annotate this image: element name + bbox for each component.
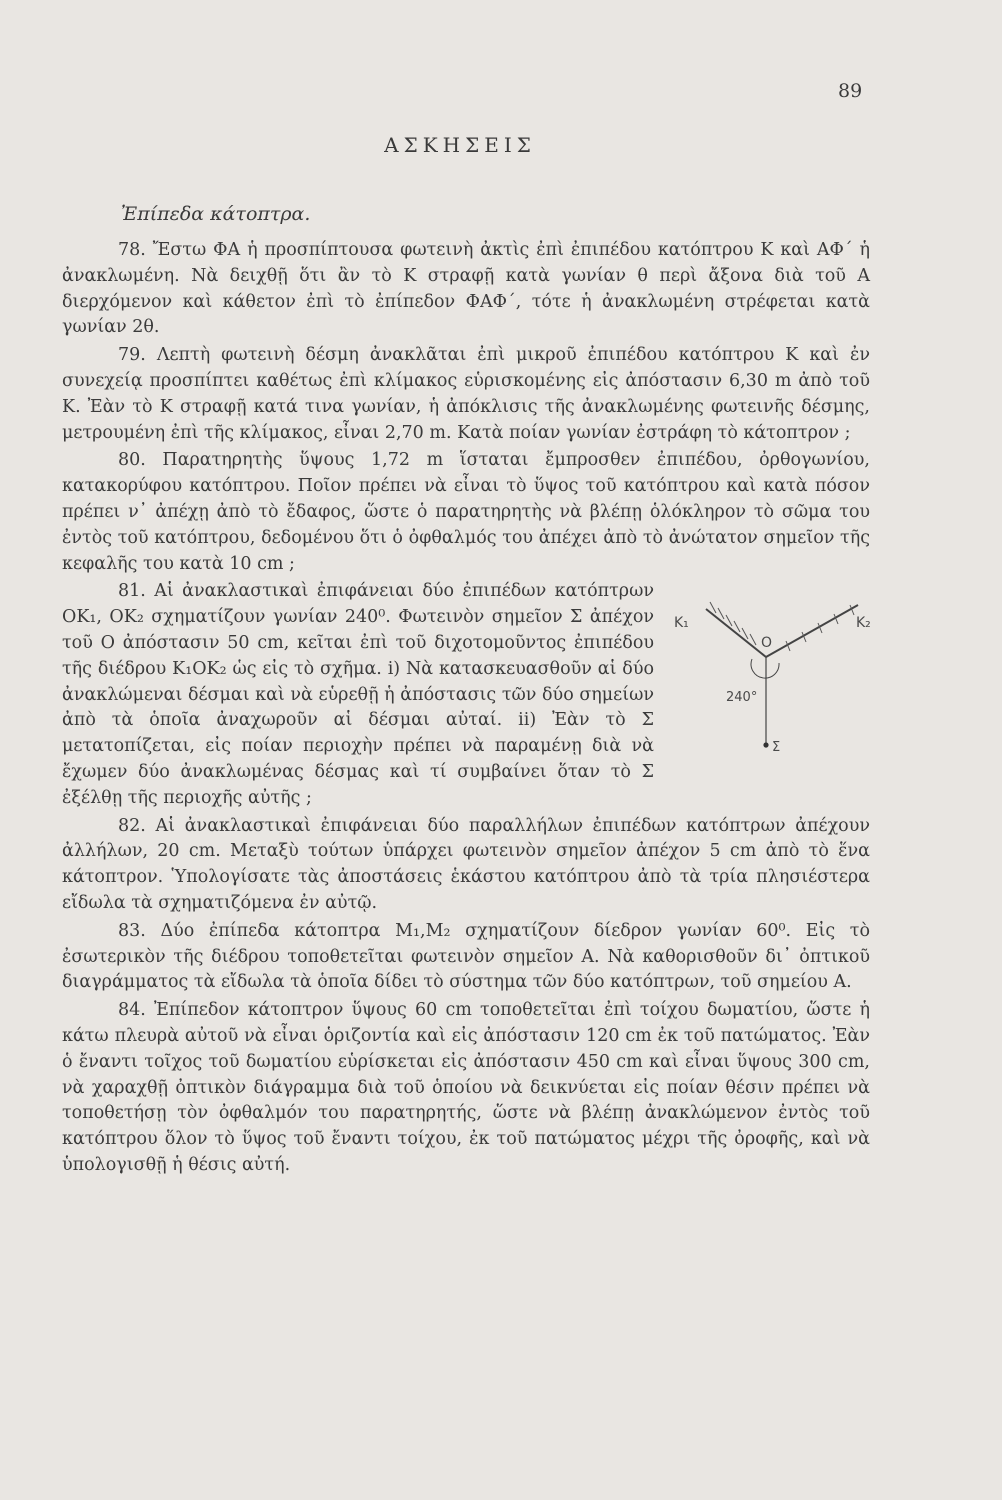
label-k1: K₁ [674,615,689,632]
exercise-78: 78. Ἔστω ΦΑ ἡ προσπίπτουσα φωτεινὴ ἀκτὶς ἐπὶ ἐπιπέδου κατόπτρου Κ καὶ ΑΦ΄ ἡ ἀνακλωμένη. Νὰ δειχθῇ ὅτι ἂν τὸ Κ στραφῇ κατὰ γωνίαν θ περὶ ἄξονα διὰ τοῦ Α διερχόμενον καὶ κάθετον ἐπὶ τὸ ἐπίπεδον ΦΑΦ΄, τότε ἡ ἀνακλωμένη στρέφεται κατὰ γωνίαν 2θ. [62,240,870,338]
exercise-84: 84. Ἐπίπεδον κάτοπτρον ὕψους 60 cm τοποθετεῖται ἐπὶ τοίχου δωματίου, ὥστε ἡ κάτω πλευρὰ αὐτοῦ νὰ εἶναι ὁριζοντία καὶ εἰς ἀπόστασιν 120 cm ἐκ τοῦ πατώματος. Ἐὰν ὁ ἔναντι τοῖχος τοῦ δωματίου εὑρίσκεται εἰς ἀπόστασιν 450 cm καὶ εἶναι ὕψους 300 cm, νὰ χαραχθῇ ὀπτικὸν διάγραμμα διὰ τοῦ ὁποίου νὰ δεικνύεται εἰς ποίαν θέσιν πρέπει νὰ τοποθετήσῃ τὸν ὀφθαλμόν του παρατηρητής, ὥστε νὰ βλέπῃ ἀνακλώμενον ἐντὸς τοῦ κατόπτρου ὅλον τὸ ὕψος τοῦ ἔναντι τοίχου, ἐκ τοῦ πατώματος μέχρι τῆς ὀροφῆς, καὶ νὰ ὑπολογισθῇ ἡ θέσις αὐτή. [62,1000,870,1175]
mirror-diagram [666,589,876,767]
label-k2: K₂ [856,615,871,632]
exercises-body [62,238,870,1181]
exercise-82: 82. Αἱ ἀνακλαστικαὶ ἐπιφάνειαι δύο παραλλήλων ἐπιπέδων κατόπτρων ἀπέχουν ἀλλήλων, 20 cm. Μεταξὺ τούτων ὑπάρχει φωτεινὸν σημεῖον ἀπέχον 5 cm ἀπὸ τὸ ἕνα κάτοπτρον. Ὑπολογίσατε τὰς ἀποστάσεις ἑκάστου κατόπτρου ἀπὸ τὰ τρία πλησιέστερα εἴδωλα τὰ σχηματιζόμενα ἐν αὐτῷ. [62,815,870,913]
mirror-k1 [706,602,766,657]
mirror-figure [666,589,876,767]
angle-arc [751,659,779,678]
page-number: 89 [838,80,863,102]
exercise-81: 81. Αἱ ἀνακλαστικαὶ ἐπιφάνειαι δύο ἐπιπέδων κατόπτρων ΟΚ₁, ΟΚ₂ σχηματίζουν γωνίαν 240⁰. Φωτεινὸν σημεῖον Σ ἀπέχον τοῦ Ο ἀπόστασιν 50 cm, κεῖται ἐπὶ τοῦ διχοτομοῦντος ἐπιπέδου τῆς διέδρου Κ₁ΟΚ₂ ὡς εἰς τὸ σχῆμα. i) Νὰ κατασκευασθοῦν αἱ δύο ἀνακλώμεναι δέσμαι καὶ νὰ εὑρεθῇ ἡ ἀπόστασις τῶν δύο σημείων ἀπὸ τὰ ὁποῖα ἀναχωροῦν αἱ δέσμαι αὐταί. ii) Ἐὰν τὸ Σ μετατοπίζεται, εἰς ποίαν περιοχὴν πρέπει νὰ παραμένῃ διὰ νὰ ἔχωμεν δύο ἀνακλωμένας δέσμας καὶ τί συμβαίνει ὅταν τὸ Σ ἐξέλθῃ τῆς περιοχῆς αὐτῆς ; [62,581,654,808]
section-title: ΑΣΚΗΣΕΙΣ [384,133,536,157]
exercise-80: 80. Παρατηρητὴς ὕψους 1,72 m ἵσταται ἔμπροσθεν ἐπιπέδου, ὀρθογωνίου, κατακορύφου κατόπτρου. Ποῖον πρέπει νὰ εἶναι τὸ ὕψος τοῦ κατόπτρου καὶ κατὰ πόσον πρέπει ν᾽ ἀπέχῃ ἀπὸ τὸ ἔδαφος, ὥστε ὁ παρατηρητὴς νὰ βλέπῃ ὁλόκληρον τὸ σῶμα του ἐντὸς τοῦ κατόπτρου, δεδομένου ὅτι ὁ ὀφθαλμός του ἀπέχει ἀπὸ τὸ ἀνώτατον σημεῖον τῆς κεφαλῆς του κατὰ 10 cm ; [62,450,870,574]
exercise-79: 79. Λεπτὴ φωτεινὴ δέσμη ἀνακλᾶται ἐπὶ μικροῦ ἐπιπέδου κατόπτρου Κ καὶ ἐν συνεχείᾳ προσπίπτει καθέτως ἐπὶ κλίμακος εὑρισκομένης εἰς ἀπόστασιν 6,30 m ἀπὸ τοῦ Κ. Ἐὰν τὸ Κ στραφῇ κατά τινα γωνίαν, ἡ ἀπόκλισις τῆς ἀνακλωμένης φωτεινῆς δέσμης, μετρουμένη ἐπὶ τῆς κλίμακος, εἶναι 2,70 m. Κατὰ ποίαν γωνίαν ἐστράφη τὸ κάτοπτρον ; [62,345,870,443]
label-o: O [761,635,773,652]
exercise-83: 83. Δύο ἐπίπεδα κάτοπτρα Μ₁,Μ₂ σχηματίζουν δίεδρον γωνίαν 60⁰. Εἰς τὸ ἐσωτερικὸν τῆς διέδρου τοποθετεῖται φωτεινὸν σημεῖον Α. Νὰ καθορισθοῦν δι᾽ ὀπτικοῦ διαγράμματος τὰ εἴδωλα τὰ ὁποῖα δίδει τὸ σύστημα τῶν δύο κατόπτρων, τοῦ σημείου Α. [62,920,870,993]
point-sigma [763,743,768,748]
label-sigma: Σ [772,740,781,756]
mirror-k2 [766,605,858,657]
label-angle: 240° [726,690,758,706]
section-subtitle: Ἐπίπεδα κάτοπτρα. [121,203,311,225]
